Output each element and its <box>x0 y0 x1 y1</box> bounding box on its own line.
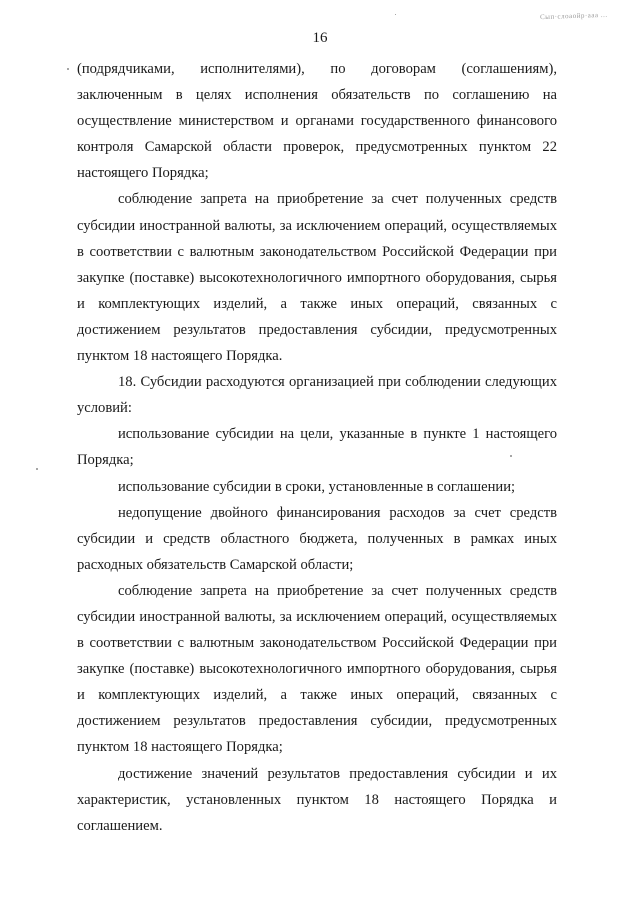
paragraph: соблюдение запрета на приобретение за счет полученных средств субсидии иностранной валюты, за исключением операций, осуществляемых в соответствии с валютным законодательством Российской Федерации при закупке (поставке) высокотехнологичного импортного оборудования, сырья и комплектующих изделий, а также иных операций, связанных с достижением результатов предоставления субсидии, предусмотренных пунктом 18 настоящего Порядка. <box>77 191 557 365</box>
paragraph: использование субсидии в сроки, установленные в соглашении; <box>118 478 516 495</box>
paragraph: использование субсидии на цели, указанные в пункте 1 настоящего Порядка; <box>77 426 557 469</box>
paragraph-item-18: 18. Субсидии расходуются организацией при соблюдении следующих условий: <box>77 374 557 417</box>
paragraph: недопущение двойного финансирования расходов за счет средств субсидии и средств областного бюджета, полученных в рамках иных расходных обязательств Самарской области; <box>77 504 557 573</box>
paragraph: достижение значений результатов предоставления субсидии и их характеристик, установленных пунктом 18 настоящего Порядка и соглашением. <box>77 765 557 834</box>
scan-speck <box>67 68 69 70</box>
scan-artifact-mark: Сып·слоаойр·ааа ... <box>539 10 608 22</box>
scan-speck <box>36 468 38 470</box>
document-body <box>77 56 557 839</box>
scan-speck <box>395 14 396 15</box>
paragraph: соблюдение запрета на приобретение за счет полученных средств субсидии иностранной валюты, за исключением операций, осуществляемых в соответствии с валютным законодательством Российской Федерации при закупке (поставке) высокотехнологичного импортного оборудования, сырья и комплектующих изделий, а также иных операций, связанных с достижением результатов предоставления субсидии, предусмотренных пунктом 18 настоящего Порядка; <box>77 582 557 756</box>
page-number: 16 <box>312 30 328 46</box>
paragraph: (подрядчиками, исполнителями), по договорам (соглашениям), заключенным в целях исполнения обязательств по соглашению на осуществление министерством и органами государственного финансового контроля Самарской области проверок, предусмотренных пунктом 22 настоящего Порядка; <box>77 61 557 182</box>
